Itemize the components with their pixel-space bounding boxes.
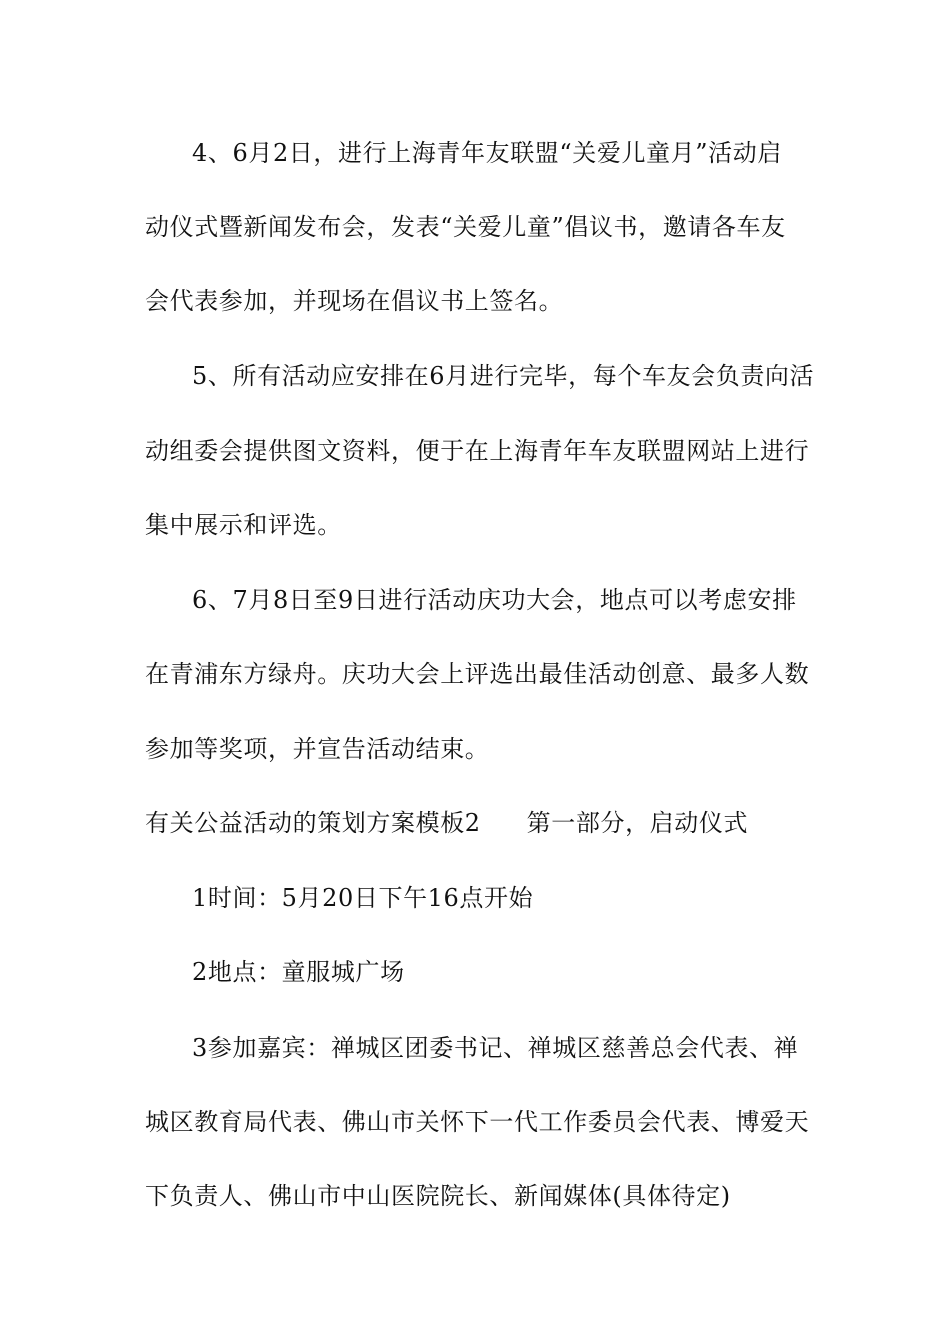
section-title: 有关公益活动的策划方案模板2 [145, 809, 481, 837]
paragraph-6-line-3: 参加等奖项，并宣告活动结束。 [145, 735, 490, 763]
paragraph-6-line-2: 在青浦东方绿舟。庆功大会上评选出最佳活动创意、最多人数 [145, 660, 810, 688]
paragraph-4-line-2: 动仪式暨新闻发布会，发表“关爱儿童”倡议书，邀请各车友 [145, 213, 786, 241]
paragraph-6-line-1: 6、7月8日至9日进行活动庆功大会，地点可以考虑安排 [192, 586, 797, 614]
item-time: 1时间：5月20日下午16点开始 [192, 884, 534, 912]
section-heading [145, 807, 748, 839]
item-guests-line-1: 3参加嘉宾：禅城区团委书记、禅城区慈善总会代表、禅 [192, 1034, 799, 1062]
section-subtitle: 第一部分，启动仪式 [526, 809, 749, 837]
paragraph-5-line-1: 5、所有活动应安排在6月进行完毕，每个车友会负责向活 [192, 362, 815, 390]
paragraph-4-line-1: 4、6月2日，进行上海青年友联盟“关爱儿童月”活动启 [192, 139, 782, 167]
item-guests-line-2: 城区教育局代表、佛山市关怀下一代工作委员会代表、博爱天 [145, 1108, 810, 1136]
item-guests-line-3: 下负责人、佛山市中山医院院长、新闻媒体(具体待定) [145, 1182, 731, 1210]
item-place: 2地点：童服城广场 [192, 958, 405, 986]
paragraph-5-line-2: 动组委会提供图文资料，便于在上海青年车友联盟网站上进行 [145, 437, 810, 465]
paragraph-4-line-3: 会代表参加，并现场在倡议书上签名。 [145, 287, 564, 315]
paragraph-5-line-3: 集中展示和评选。 [145, 511, 342, 539]
